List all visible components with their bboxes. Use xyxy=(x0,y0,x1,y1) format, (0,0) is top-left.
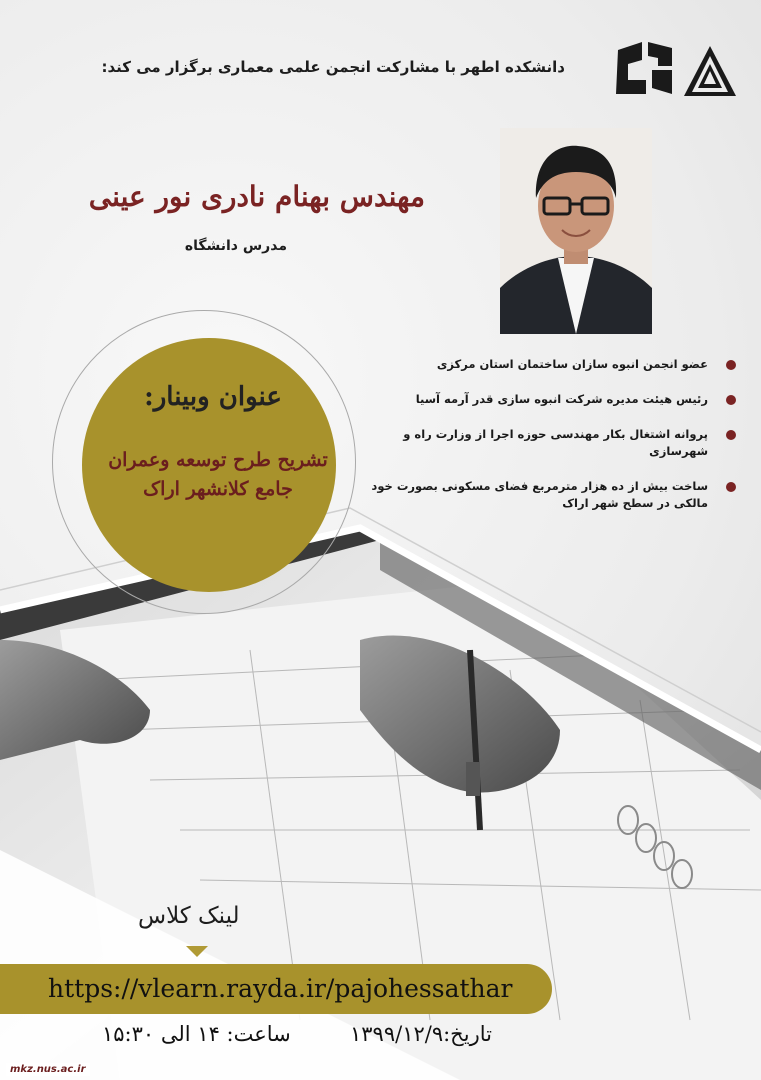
triangle-logo xyxy=(682,44,738,100)
class-link-url[interactable]: https://vlearn.rayda.ir/pajohessathar xyxy=(48,974,513,1003)
bullet-dot-icon xyxy=(726,395,736,405)
speaker-photo xyxy=(500,128,652,334)
speaker-role: مدرس دانشگاه xyxy=(184,238,287,254)
webinar-title-line2: جامع کلانشهر اراک xyxy=(143,478,293,500)
bullet-dot-icon xyxy=(726,482,736,492)
webinar-title xyxy=(78,446,358,504)
class-link-label: لینک کلاس xyxy=(138,903,240,929)
speaker-name: مهندس بهنام نادری نور عینی xyxy=(88,180,425,213)
list-item: پروانه اشتغال بکار مهندسی حوزه اجرا از وزارت راه و شهرسازی xyxy=(370,426,742,460)
bullet-dot-icon xyxy=(726,360,736,370)
event-date: تاریخ:۱۳۹۹/۱۲/۹ xyxy=(350,1022,492,1046)
bullet-dot-icon xyxy=(726,430,736,440)
seal-logo xyxy=(612,40,676,96)
list-item: عضو انجمن انبوه سازان ساختمان استان مرکزی xyxy=(370,356,742,373)
credentials-list xyxy=(370,356,742,530)
list-item: ساخت بیش از ده هزار مترمربع فضای مسکونی بصورت خود مالکی در سطح شهر اراک xyxy=(370,478,742,512)
list-item: رئیس هیئت مدیره شرکت انبوه سازی قدر آرمه آسیا xyxy=(370,391,742,408)
watermark: mkz.nus.ac.ir xyxy=(6,1063,90,1076)
webinar-label: عنوان وبینار: xyxy=(144,382,282,412)
webinar-title-line1: تشریح طرح توسعه وعمران xyxy=(108,449,328,471)
event-time: ساعت: ۱۴ الی ۱۵:۳۰ xyxy=(102,1022,291,1046)
organizer-line: دانشکده اطهر با مشارکت انجمن علمی معماری برگزار می کند: xyxy=(101,58,565,76)
arrow-down-icon xyxy=(186,946,208,957)
